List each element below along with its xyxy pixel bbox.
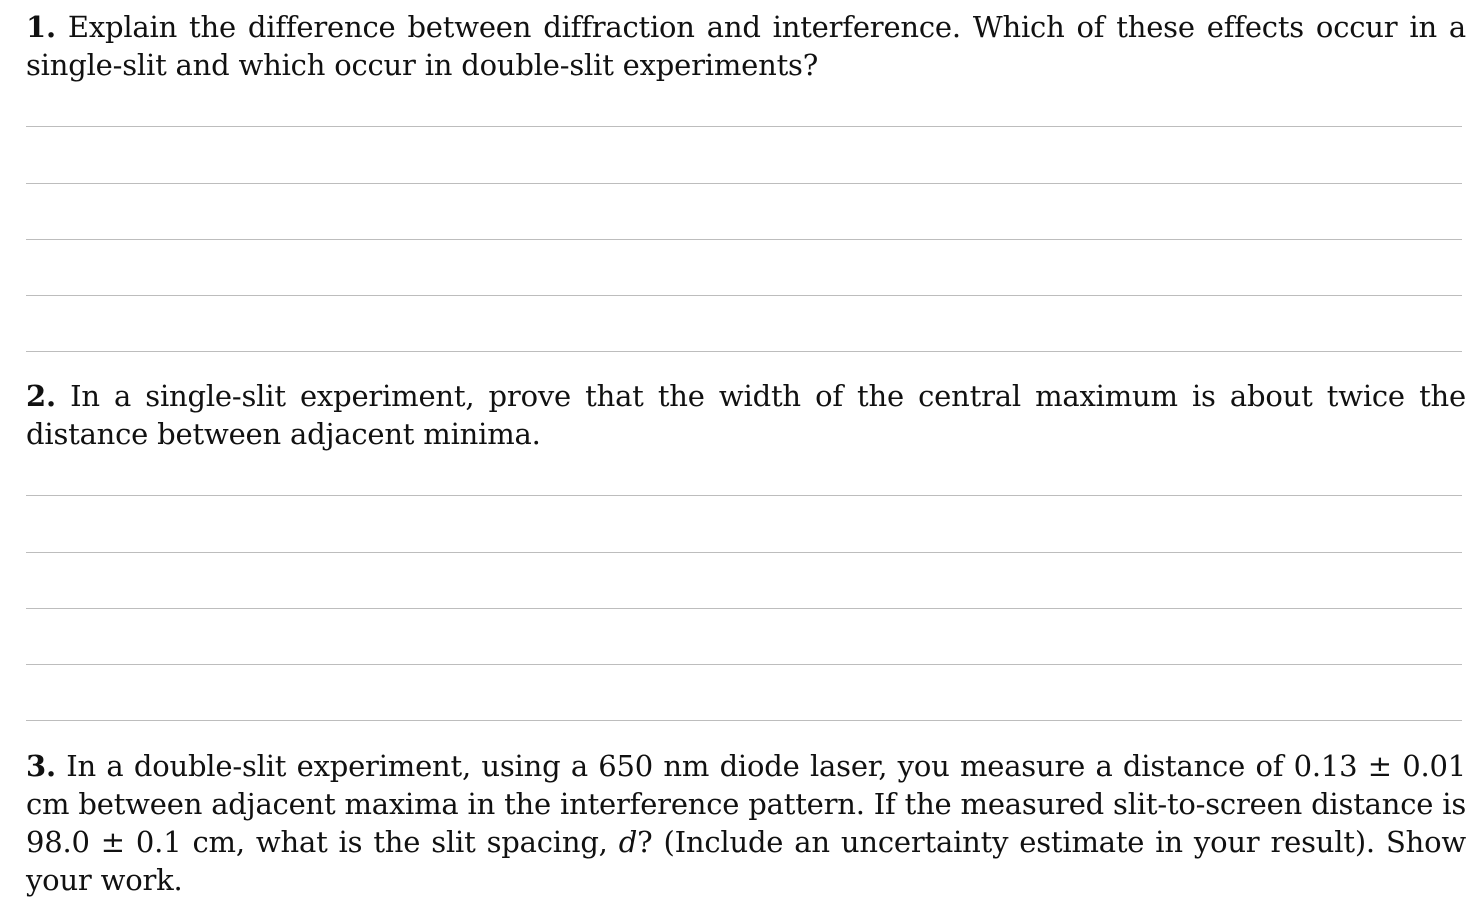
answer-line [26, 126, 1462, 127]
question-1 [26, 8, 1466, 84]
question-number: 1. [26, 10, 56, 44]
answer-line [26, 664, 1462, 665]
answer-line [26, 351, 1462, 352]
answer-line [26, 720, 1462, 721]
answer-line [26, 183, 1462, 184]
answer-line [26, 239, 1462, 240]
variable-d: d [618, 825, 638, 859]
answer-line [26, 608, 1462, 609]
question-number: 3. [26, 749, 56, 783]
question-text-part-1: In a double-slit experiment, using a 650 nm diode laser, you measure a distance of 0.13 ± 0.01 cm between adjacent maxima in the interference pattern. If the measured slit-to-screen distance is 98.0 ± 0.1 cm, what is the slit spacing, [26, 749, 1467, 859]
question-3 [26, 747, 1466, 899]
question-text: Explain the difference between diffraction and interference. Which of these effects occur in a single-slit and which occur in double-slit experiments? [26, 10, 1466, 82]
question-text-part-2: ? (Include an uncertainty estimate in your result). Show your work. [26, 825, 1467, 897]
answer-line [26, 495, 1462, 496]
question-text: In a single-slit experiment, prove that the width of the central maximum is about twice the distance between adjacent minima. [26, 379, 1466, 451]
answer-line [26, 295, 1462, 296]
question-2 [26, 377, 1466, 453]
answer-line [26, 552, 1462, 553]
question-number: 2. [26, 379, 56, 413]
